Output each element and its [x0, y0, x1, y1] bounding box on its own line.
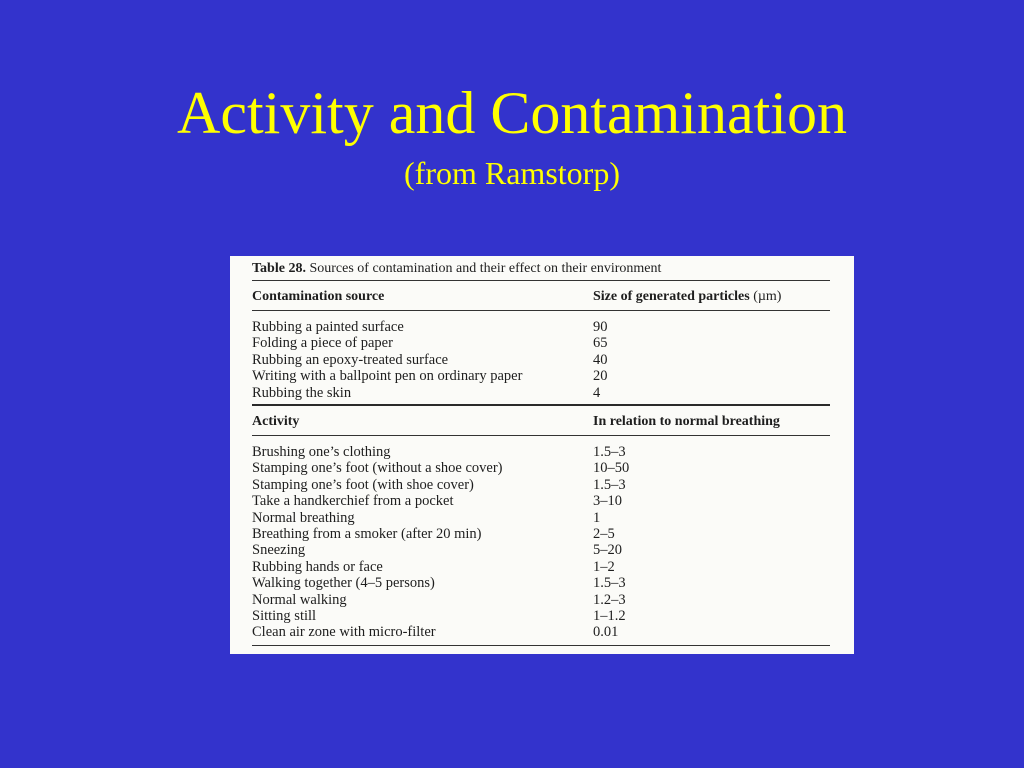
- row-label: Sitting still: [252, 608, 317, 624]
- row-label: Walking together (4–5 persons): [252, 575, 435, 592]
- contamination-table: [230, 256, 854, 654]
- row-value: 3–10: [593, 493, 622, 510]
- row-label: Folding a piece of paper: [252, 335, 393, 352]
- table-top-rule: [252, 280, 830, 281]
- table-bottom-rule: [252, 645, 830, 646]
- row-value: 1.2–3: [593, 591, 626, 608]
- row-label: Brushing one’s clothing: [252, 444, 391, 460]
- section1-header-size: [593, 289, 781, 305]
- row-label: Sneezing: [252, 542, 306, 559]
- section1-header-source: Contamination source: [252, 289, 385, 304]
- row-value: 5–20: [593, 542, 622, 559]
- row-label: Rubbing a painted surface: [252, 319, 404, 335]
- row-label: Rubbing an epoxy-treated surface: [252, 351, 449, 368]
- row-value: 1: [593, 509, 601, 526]
- row-label: Rubbing the skin: [252, 384, 352, 401]
- row-label: Clean air zone with micro-filter: [252, 624, 436, 641]
- row-value: 2–5: [593, 526, 615, 542]
- row-label: Rubbing hands or face: [252, 558, 383, 575]
- row-value: 4: [593, 384, 601, 401]
- row-value: 65: [593, 335, 608, 352]
- section1-header-rule: [252, 310, 830, 311]
- row-label: Stamping one’s foot (with shoe cover): [252, 476, 474, 493]
- row-value: 90: [593, 319, 608, 335]
- table-caption-number: Table 28.: [252, 261, 306, 276]
- section1-header-unit: (µm): [753, 289, 782, 304]
- section-divider-rule: [252, 404, 830, 406]
- row-value: 0.01: [593, 624, 619, 641]
- row-label: Stamping one’s foot (without a shoe cover): [252, 460, 503, 477]
- row-label: Breathing from a smoker (after 20 min): [252, 526, 482, 542]
- row-label: Normal walking: [252, 591, 347, 608]
- row-value: 10–50: [593, 460, 630, 477]
- row-value: 1–2: [593, 558, 615, 575]
- row-label: Writing with a ballpoint pen on ordinary paper: [252, 368, 523, 385]
- section2-header-rule: [252, 435, 830, 436]
- table-caption-text: Sources of contamination and their effect on their environment: [309, 261, 662, 276]
- row-value: 1.5–3: [593, 444, 626, 460]
- slide-subtitle: (from Ramstorp): [404, 155, 620, 191]
- table-caption: [252, 260, 661, 277]
- row-label: Normal breathing: [252, 509, 355, 526]
- row-value: 1.5–3: [593, 476, 626, 493]
- row-label: Take a handkerchief from a pocket: [252, 493, 454, 510]
- section2-header-activity: Activity: [252, 414, 300, 429]
- section2-header-relation: In relation to normal breathing: [593, 414, 780, 429]
- row-value: 1.5–3: [593, 575, 626, 592]
- row-value: 1–1.2: [593, 608, 626, 624]
- row-value: 20: [593, 368, 608, 385]
- section1-header-size-label: Size of generated particles: [593, 289, 750, 304]
- slide-title: Activity and Contamination: [177, 80, 847, 146]
- row-value: 40: [593, 351, 608, 368]
